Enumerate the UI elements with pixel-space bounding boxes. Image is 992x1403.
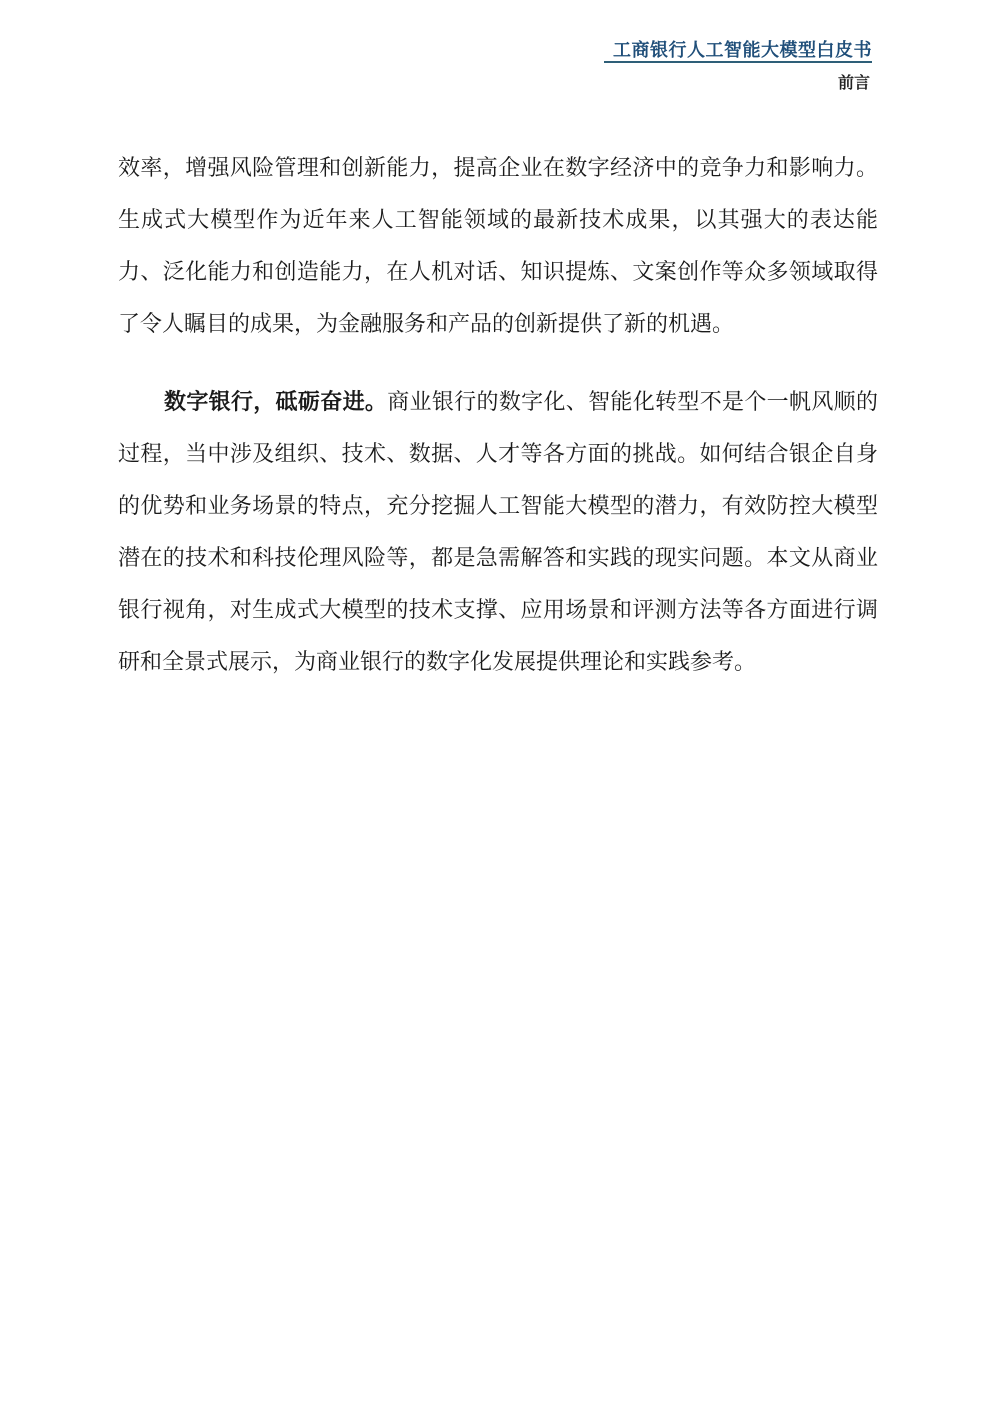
header-divider <box>604 61 872 63</box>
paragraph-2-text: 商业银行的数字化、智能化转型不是个一帆风顺的过程，当中涉及组织、技术、数据、人才等各方面的挑战。如何结合银企自身的优势和业务场景的特点，充分挖掘人工智能大模型的潜力，有效防控大模型潜在的技术和科技伦理风险等，都是急需解答和实践的现实问题。本文从商业银行视角，对生成式大模型的技术支撑、应用场景和评测方法等各方面进行调研和全景式展示，为商业银行的数字化发展提供理论和实践参考。 <box>118 390 878 675</box>
paragraph-1 <box>118 143 878 351</box>
paragraph-2 <box>118 377 878 689</box>
paragraph-1-text: 效率，增强风险管理和创新能力，提高企业在数字经济中的竞争力和影响力。生成式大模型作为近年来人工智能领域的最新技术成果，以其强大的表达能力、泛化能力和创造能力，在人机对话、知识提炼、文案创作等众多领域取得了令人瞩目的成果，为金融服务和产品的创新提供了新的机遇。 <box>118 156 878 337</box>
section-name: 前言 <box>837 73 870 92</box>
document-title: 工商银行人工智能大模型白皮书 <box>613 40 872 61</box>
paragraph-2-lead: 数字银行，砥砺奋进。 <box>164 390 388 415</box>
